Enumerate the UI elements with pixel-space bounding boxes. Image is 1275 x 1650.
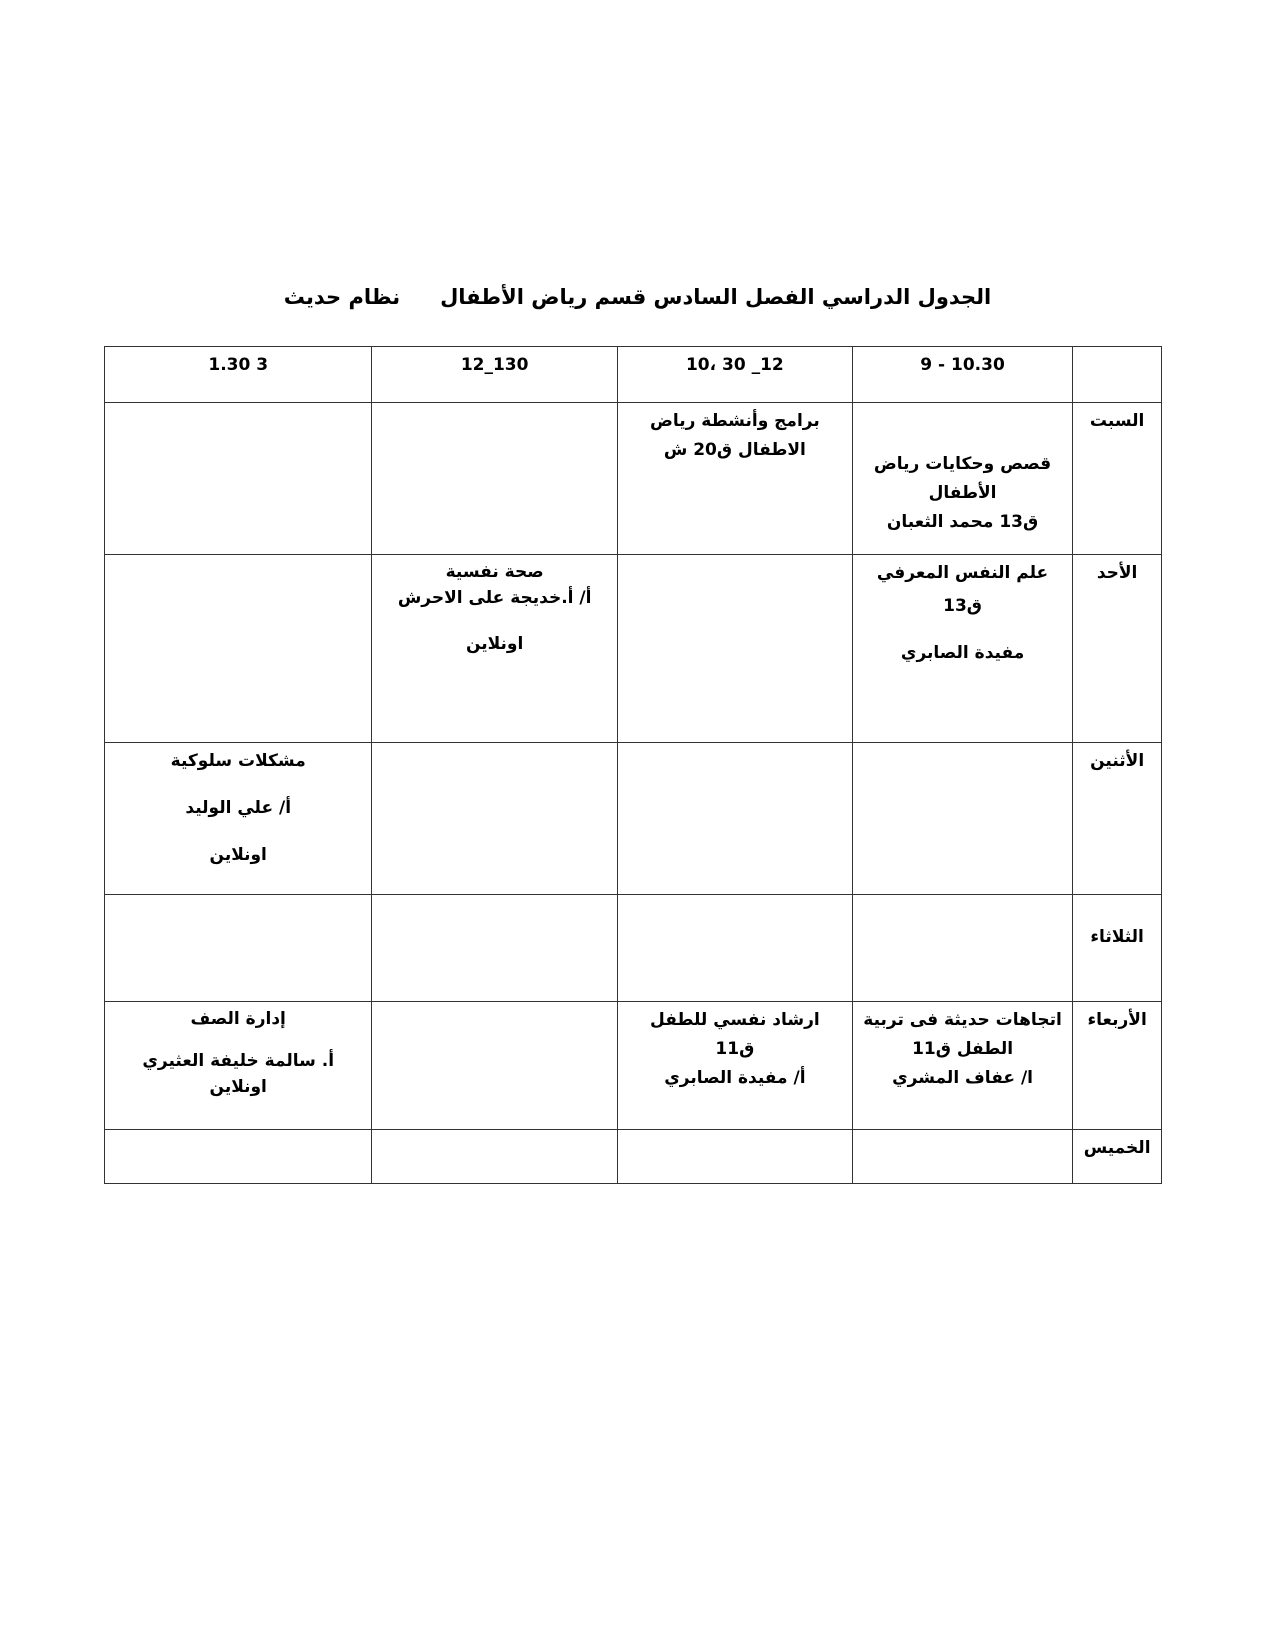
cell-sat-slot4	[105, 403, 372, 555]
cell-wed-slot1: اتجاهات حديثة فى تربية الطفل ق11 ا/ عفاف المشري	[852, 1002, 1072, 1130]
row-sunday	[105, 555, 1162, 743]
cell-tue-slot1	[852, 895, 1072, 1002]
cell-wed-slot3	[372, 1002, 617, 1130]
cell-mon-slot3	[372, 743, 617, 895]
cell-wed-slot2: ارشاد نفسي للطفل ق11 أ/ مفيدة الصابري	[617, 1002, 852, 1130]
row-saturday	[105, 403, 1162, 555]
cell-tue-slot2	[617, 895, 852, 1002]
cell-mon-slot2	[617, 743, 852, 895]
cell-sun-slot1: علم النفس المعرفي ق13 مفيدة الصابري	[852, 555, 1072, 743]
cell-thu-slot1	[852, 1130, 1072, 1184]
time-slot-3: 12_130	[372, 347, 617, 403]
day-saturday: السبت	[1073, 403, 1162, 555]
row-wednesday	[105, 1002, 1162, 1130]
day-monday: الأثنين	[1073, 743, 1162, 895]
day-wednesday: الأربعاء	[1073, 1002, 1162, 1130]
day-tuesday: الثلاثاء	[1073, 895, 1162, 1002]
time-slot-4: 1.30 3	[105, 347, 372, 403]
header-row	[105, 347, 1162, 403]
schedule-table	[104, 346, 1162, 1184]
cell-mon-slot4: مشكلات سلوكية أ/ علي الوليد اونلاين	[105, 743, 372, 895]
row-tuesday	[105, 895, 1162, 1002]
day-thursday: الخميس	[1073, 1130, 1162, 1184]
cell-mon-slot1	[852, 743, 1072, 895]
cell-thu-slot3	[372, 1130, 617, 1184]
cell-thu-slot2	[617, 1130, 852, 1184]
cell-sun-slot4	[105, 555, 372, 743]
row-thursday	[105, 1130, 1162, 1184]
row-monday	[105, 743, 1162, 895]
title-main: الجدول الدراسي الفصل السادس قسم رياض الأطفال	[440, 285, 992, 309]
time-slot-1: 9 - 10.30	[852, 347, 1072, 403]
cell-wed-slot4: إدارة الصف أ. سالمة خليفة العثيري اونلاين	[105, 1002, 372, 1130]
cell-sat-slot1: قصص وحكايات رياض الأطفال ق13 محمد الثعبان	[852, 403, 1072, 555]
time-slot-2: 10، 30 _12	[617, 347, 852, 403]
cell-thu-slot4	[105, 1130, 372, 1184]
cell-sat-slot3	[372, 403, 617, 555]
cell-tue-slot3	[372, 895, 617, 1002]
title-system: نظام حديث	[283, 285, 401, 309]
cell-tue-slot4	[105, 895, 372, 1002]
cell-sat-slot2: برامج وأنشطة رياض الاطفال ق20 ش	[617, 403, 852, 555]
day-sunday: الأحد	[1073, 555, 1162, 743]
corner-cell	[1073, 347, 1162, 403]
cell-sun-slot3: صحة نفسية أ/ أ.خديجة على الاحرش اونلاين	[372, 555, 617, 743]
page-title	[0, 285, 1275, 309]
cell-sun-slot2	[617, 555, 852, 743]
